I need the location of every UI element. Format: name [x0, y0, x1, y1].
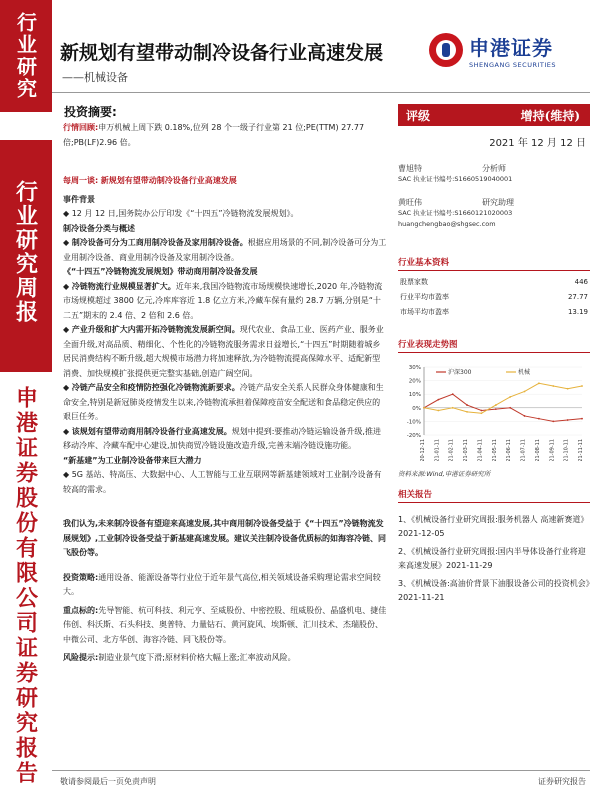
chart-point — [423, 407, 425, 409]
rating-value: 增持(维持) — [520, 108, 580, 123]
chart-heading: 行业表现走势图 — [398, 338, 590, 353]
related-report-item[interactable]: 3、《机械设备:高油价背景下油服设备公司的投资机会》2021-11-21 — [398, 579, 590, 602]
focus-label: 重点标的: — [63, 605, 99, 615]
chart-point — [495, 404, 497, 406]
chart-xtick-label: 2021-04-11 — [477, 439, 484, 461]
stats-value: 13.19 — [567, 308, 588, 316]
analyst2-name: 黄旺伟 — [398, 198, 422, 207]
market-label: 行情回顾: — [63, 123, 99, 132]
stats-value: 27.77 — [567, 293, 588, 301]
bullet-1-body: 近年来,我国冷链物流市场规模快速增长,2020 年,冷链物流市场规模超过 3800 亿元,冷库库容近 1.8 亿立方米,冷藏车保有量约 28.7 万辆,分别是“十二五”期末的 2.4 倍、2 倍和 2.6 倍。 — [63, 281, 383, 320]
market-review — [63, 121, 387, 150]
bullet-3-head: 冷链产品安全和疫情防控强化冷链物流新要求。 — [71, 383, 240, 392]
related-heading: 相关报告 — [398, 488, 590, 503]
conclusion: 我们认为,未来制冷设备有望迎来高速发展,其中商用制冷设备受益于《“十四五”冷链物流发展规划》,工业制冷设备受益于新基建高速发展。建议关注制冷设备优质标的如海容冷链、同飞股份等。 — [63, 519, 387, 557]
stats-heading: 行业基本资料 — [398, 256, 590, 271]
infra-label: “新基建”为工业制冷设备带来巨大潜力 — [63, 455, 202, 465]
chart-point — [509, 396, 511, 398]
plan-label: 《“十四五”冷链物流发展规划》带动商用制冷设备发展 — [63, 267, 258, 276]
chart-point — [567, 388, 569, 390]
chart-xtick-label: 2021-06-11 — [506, 439, 513, 461]
invest-label: 投资策略: — [63, 572, 99, 582]
chart-point — [567, 419, 569, 421]
footer-label: 证券研究报告 — [538, 777, 586, 786]
weekly-label: 每周一谈: — [63, 176, 99, 185]
analyst2-id: SAC 执业证书编号:S1660121020003 — [398, 209, 513, 217]
related-reports — [398, 513, 590, 605]
event-text-body: 12 月 12 日,国务院办公厅印发《“十四五”冷链物流发展规划》。 — [71, 209, 299, 218]
invest-text: 通用设备、能源设备等行业位于近年景气高位,相关领域设备采购理论需求空间较大。 — [63, 572, 381, 596]
chart-xtick-label: 2021-11-11 — [578, 439, 584, 461]
stats-row — [398, 305, 590, 320]
sidebar-middle-block — [0, 140, 52, 372]
category-label: 制冷设备分类与概述 — [63, 223, 135, 233]
chart-point — [466, 404, 468, 406]
logo-mark-icon — [429, 33, 463, 67]
bullet-1: ◆ 冷链物流行业规模显著扩大。近年来,我国冷链物流市场规模快速增长,2020 年,冷链物流市场规模超过 3800 亿元,冷库库容近 1.8 亿立方米,冷藏车保有量约 28.7 万辆,分别是“十二五”期末的 2.4 倍、2 倍和 2.6 倍。 — [63, 281, 383, 320]
performance-chart — [398, 361, 590, 465]
weekly-talk — [63, 174, 387, 189]
market-text: 申万机械上周下跌 0.18%,位列 28 个一级子行业第 21 位;PE(TTM) 27.77 倍;PB(LF)2.96 倍。 — [63, 123, 365, 147]
bullet-2: ◆ 产业升级和扩大内需开拓冷链物流发展新空间。现代农业、食品工业、医药产业、服务业全面升级,对高品质、精细化、个性化的冷链物流服务需求日益增长,“十四五”时期随着城乡居民消费结构不断升级,超大规模市场潜力将加速释放,为冷链物流提高保障水平、适配新型消费、加快规模扩张提供更完整实基础,创造广阔空间。 — [63, 325, 384, 378]
stats-row — [398, 275, 590, 290]
chart-ytick-label: -10% — [406, 419, 421, 426]
chart-point — [524, 391, 526, 393]
related-report-item[interactable]: 1、《机械设备行业研究周报:服务机器人 高速新赛道》2021-12-05 — [398, 515, 589, 538]
rating-label: 评级 — [406, 108, 431, 123]
sidebar-bottom-label: 申港证券股份有限公司证券研究报告 — [12, 386, 39, 786]
analyst2-role: 研究助理 — [482, 198, 514, 207]
bullet-3-body: 冷链产品安全关系人民群众身体健康和生命安全,特别是新冠肺炎疫情发生以来,冷链物流承担着保障疫苗安全配送和食品稳定供应的艰巨任务。 — [63, 383, 384, 421]
chart-ytick-label: 20% — [408, 378, 421, 385]
invest-strategy — [63, 571, 387, 600]
bullet-5: ◆ 5G 基站、特高压、大数据中心、人工智能与工业互联网等新基建领域对工业制冷设备有较高的需求。 — [63, 470, 382, 494]
sidebar-top-block — [0, 0, 52, 112]
stats-table — [398, 275, 590, 320]
weekly-title: 新规划有望带动制冷设备行业高速发展 — [100, 176, 237, 185]
sidebar-top-label: 行业研究 — [13, 12, 38, 100]
chart-ytick-label: 0% — [412, 405, 421, 412]
footer-divider — [52, 770, 590, 771]
chart-point — [452, 407, 454, 409]
chart-xtick-label: 2021-10-11 — [563, 439, 570, 461]
chart-point — [581, 418, 583, 420]
bullet-1-head: 冷链物流行业规模显著扩大。 — [71, 281, 176, 291]
logo-en-text: SHENGANG SECURITIES — [469, 60, 557, 69]
stats-label: 市场平均市盈率 — [400, 308, 449, 316]
chart-point — [481, 410, 483, 412]
focus-text: 先导智能、杭可科技、利元亨、至威股份、中密控股、纽威股份、晶盛机电、捷佳伟创、科沃斯、石头科技、奥普特、力量钻石、黄河旋风、埃斯顿、汇川技术、杰瑞股份、中微公司、北方华创、海容冷链、同飞股份等。 — [63, 605, 387, 644]
chart-point — [552, 421, 554, 423]
chart-legend-label: 机械 — [518, 369, 531, 376]
logo-cn-text: 申港证券 — [469, 35, 553, 60]
risk-label: 风险提示: — [63, 653, 99, 662]
analyst2-email[interactable]: huangchengbao@shgsec.com — [398, 220, 496, 228]
sidebar — [0, 0, 52, 800]
event-label: 事件背景 — [63, 194, 95, 204]
stats-label: 股票家数 — [400, 278, 428, 286]
chart-ytick-label: 10% — [408, 392, 421, 399]
category-text: ◆ 制冷设备可分为工商用制冷设备及家用制冷设备。根据应用场景的不同,制冷设备可分为工业用制冷设备、商业用制冷设备及家用制冷设备。 — [63, 238, 387, 262]
chart-point — [495, 408, 497, 410]
company-logo — [429, 28, 589, 72]
analyst1-name: 曹旭特 — [398, 164, 422, 173]
risk-text: 制造业景气度下滑;原材料价格大幅上涨;汇率波动风险。 — [98, 653, 296, 662]
bullet-2-body: 现代农业、食品工业、医药产业、服务业全面升级,对高品质、精细化、个性化的冷链物流服务需求日益增长,“十四五”时期随着城乡居民消费结构不断升级,超大规模市场潜力将加速释放,为冷链物流提高保障水平、适配新型消费、加快规模扩张提供更完整实基础,创造广阔空间。 — [63, 325, 384, 378]
summary-label: 投资摘要: — [64, 105, 117, 119]
analysts-block — [398, 163, 590, 230]
page-subtitle: ——机械设备 — [62, 71, 128, 84]
stats-label: 行业平均市盈率 — [400, 293, 449, 301]
chart-xtick-label: 2020-12-11 — [420, 439, 426, 461]
performance-chart-svg — [398, 361, 588, 461]
stats-value: 446 — [574, 278, 588, 286]
chart-xtick-label: 2021-08-11 — [534, 439, 541, 461]
rating-bar — [398, 104, 590, 126]
chart-point — [452, 393, 454, 395]
chart-point — [466, 411, 468, 413]
chart-legend-label: 沪深300 — [448, 369, 472, 376]
chart-point — [509, 407, 511, 409]
chart-point — [437, 410, 439, 412]
chart-point — [552, 385, 554, 387]
chart-source: 资料来源:Wind,申港证券研究所 — [398, 470, 491, 478]
right-column — [398, 104, 590, 609]
analyst1-role: 分析师 — [482, 164, 506, 173]
chart-point — [538, 382, 540, 384]
sidebar-middle-label: 行业研究周报 — [12, 180, 39, 324]
category-head: 制冷设备可分为工商用制冷设备及家用制冷设备。 — [71, 238, 248, 247]
chart-xtick-label: 2021-05-11 — [491, 439, 498, 461]
focus-targets — [63, 604, 387, 648]
page-title: 新规划有望带动制冷设备行业高速发展 — [60, 42, 384, 64]
chart-xtick-label: 2021-03-11 — [463, 439, 470, 461]
main-content — [63, 121, 387, 666]
chart-xtick-label: 2021-01-11 — [434, 439, 441, 461]
chart-ytick-label: 30% — [408, 365, 421, 371]
category-body: 根据应用场景的不同,制冷设备可分为工业用制冷设备、商业用制冷设备及家用制冷设备。 — [63, 238, 387, 262]
chart-point — [437, 399, 439, 401]
bullet-2-head: 产业升级和扩大内需开拓冷链物流发展新空间。 — [71, 325, 240, 334]
sidebar-bottom-block — [0, 374, 52, 800]
related-report-item[interactable]: 2、《机械设备行业研究周报:国内半导体设备行业将迎来高速发展》2021-11-29 — [398, 547, 586, 570]
chart-point — [524, 415, 526, 417]
report-date: 2021 年 12 月 12 日 — [489, 138, 586, 149]
event-text: ◆ 12 月 12 日,国务院办公厅印发《“十四五”冷链物流发展规划》。 — [63, 209, 299, 218]
header-divider — [52, 92, 590, 93]
chart-point — [581, 385, 583, 387]
footer-disclaimer[interactable]: 敬请参阅最后一页免责声明 — [60, 777, 156, 786]
analyst1-id: SAC 执业证书编号:S1660519040001 — [398, 175, 513, 183]
chart-xtick-label: 2021-09-11 — [549, 439, 556, 461]
bullet-4-body: 规划中提到:要推动冷链运输设备升级,推进移动冷库、冷藏车配中心建设,加快商贸冷链设施改造升级,完善末端冷链设施功能。 — [63, 426, 381, 450]
chart-xtick-label: 2021-02-11 — [448, 439, 455, 461]
bullet-4: ◆ 该规划有望带动商用制冷设备行业高速发展。规划中提到:要推动冷链运输设备升级,推进移动冷库、冷藏车配中心建设,加快商贸冷链设施改造升级,完善末端冷链设施功能。 — [63, 426, 381, 450]
chart-xtick-label: 2021-07-11 — [520, 439, 527, 461]
chart-point — [538, 418, 540, 420]
bullet-5-body: 5G 基站、特高压、大数据中心、人工智能与工业互联网等新基建领域对工业制冷设备有较高的需求。 — [63, 470, 382, 494]
stats-row — [398, 290, 590, 305]
chart-ytick-label: -20% — [406, 433, 421, 439]
chart-point — [481, 412, 483, 414]
bullet-3: ◆ 冷链产品安全和疫情防控强化冷链物流新要求。冷链产品安全关系人民群众身体健康和生命安全,特别是新冠肺炎疫情发生以来,冷链物流承担着保障疫苗安全配送和食品稳定供应的艰巨任务。 — [63, 383, 384, 421]
bullet-4-head: 该规划有望带动商用制冷设备行业高速发展。 — [71, 426, 232, 436]
risk-warning — [63, 651, 387, 666]
